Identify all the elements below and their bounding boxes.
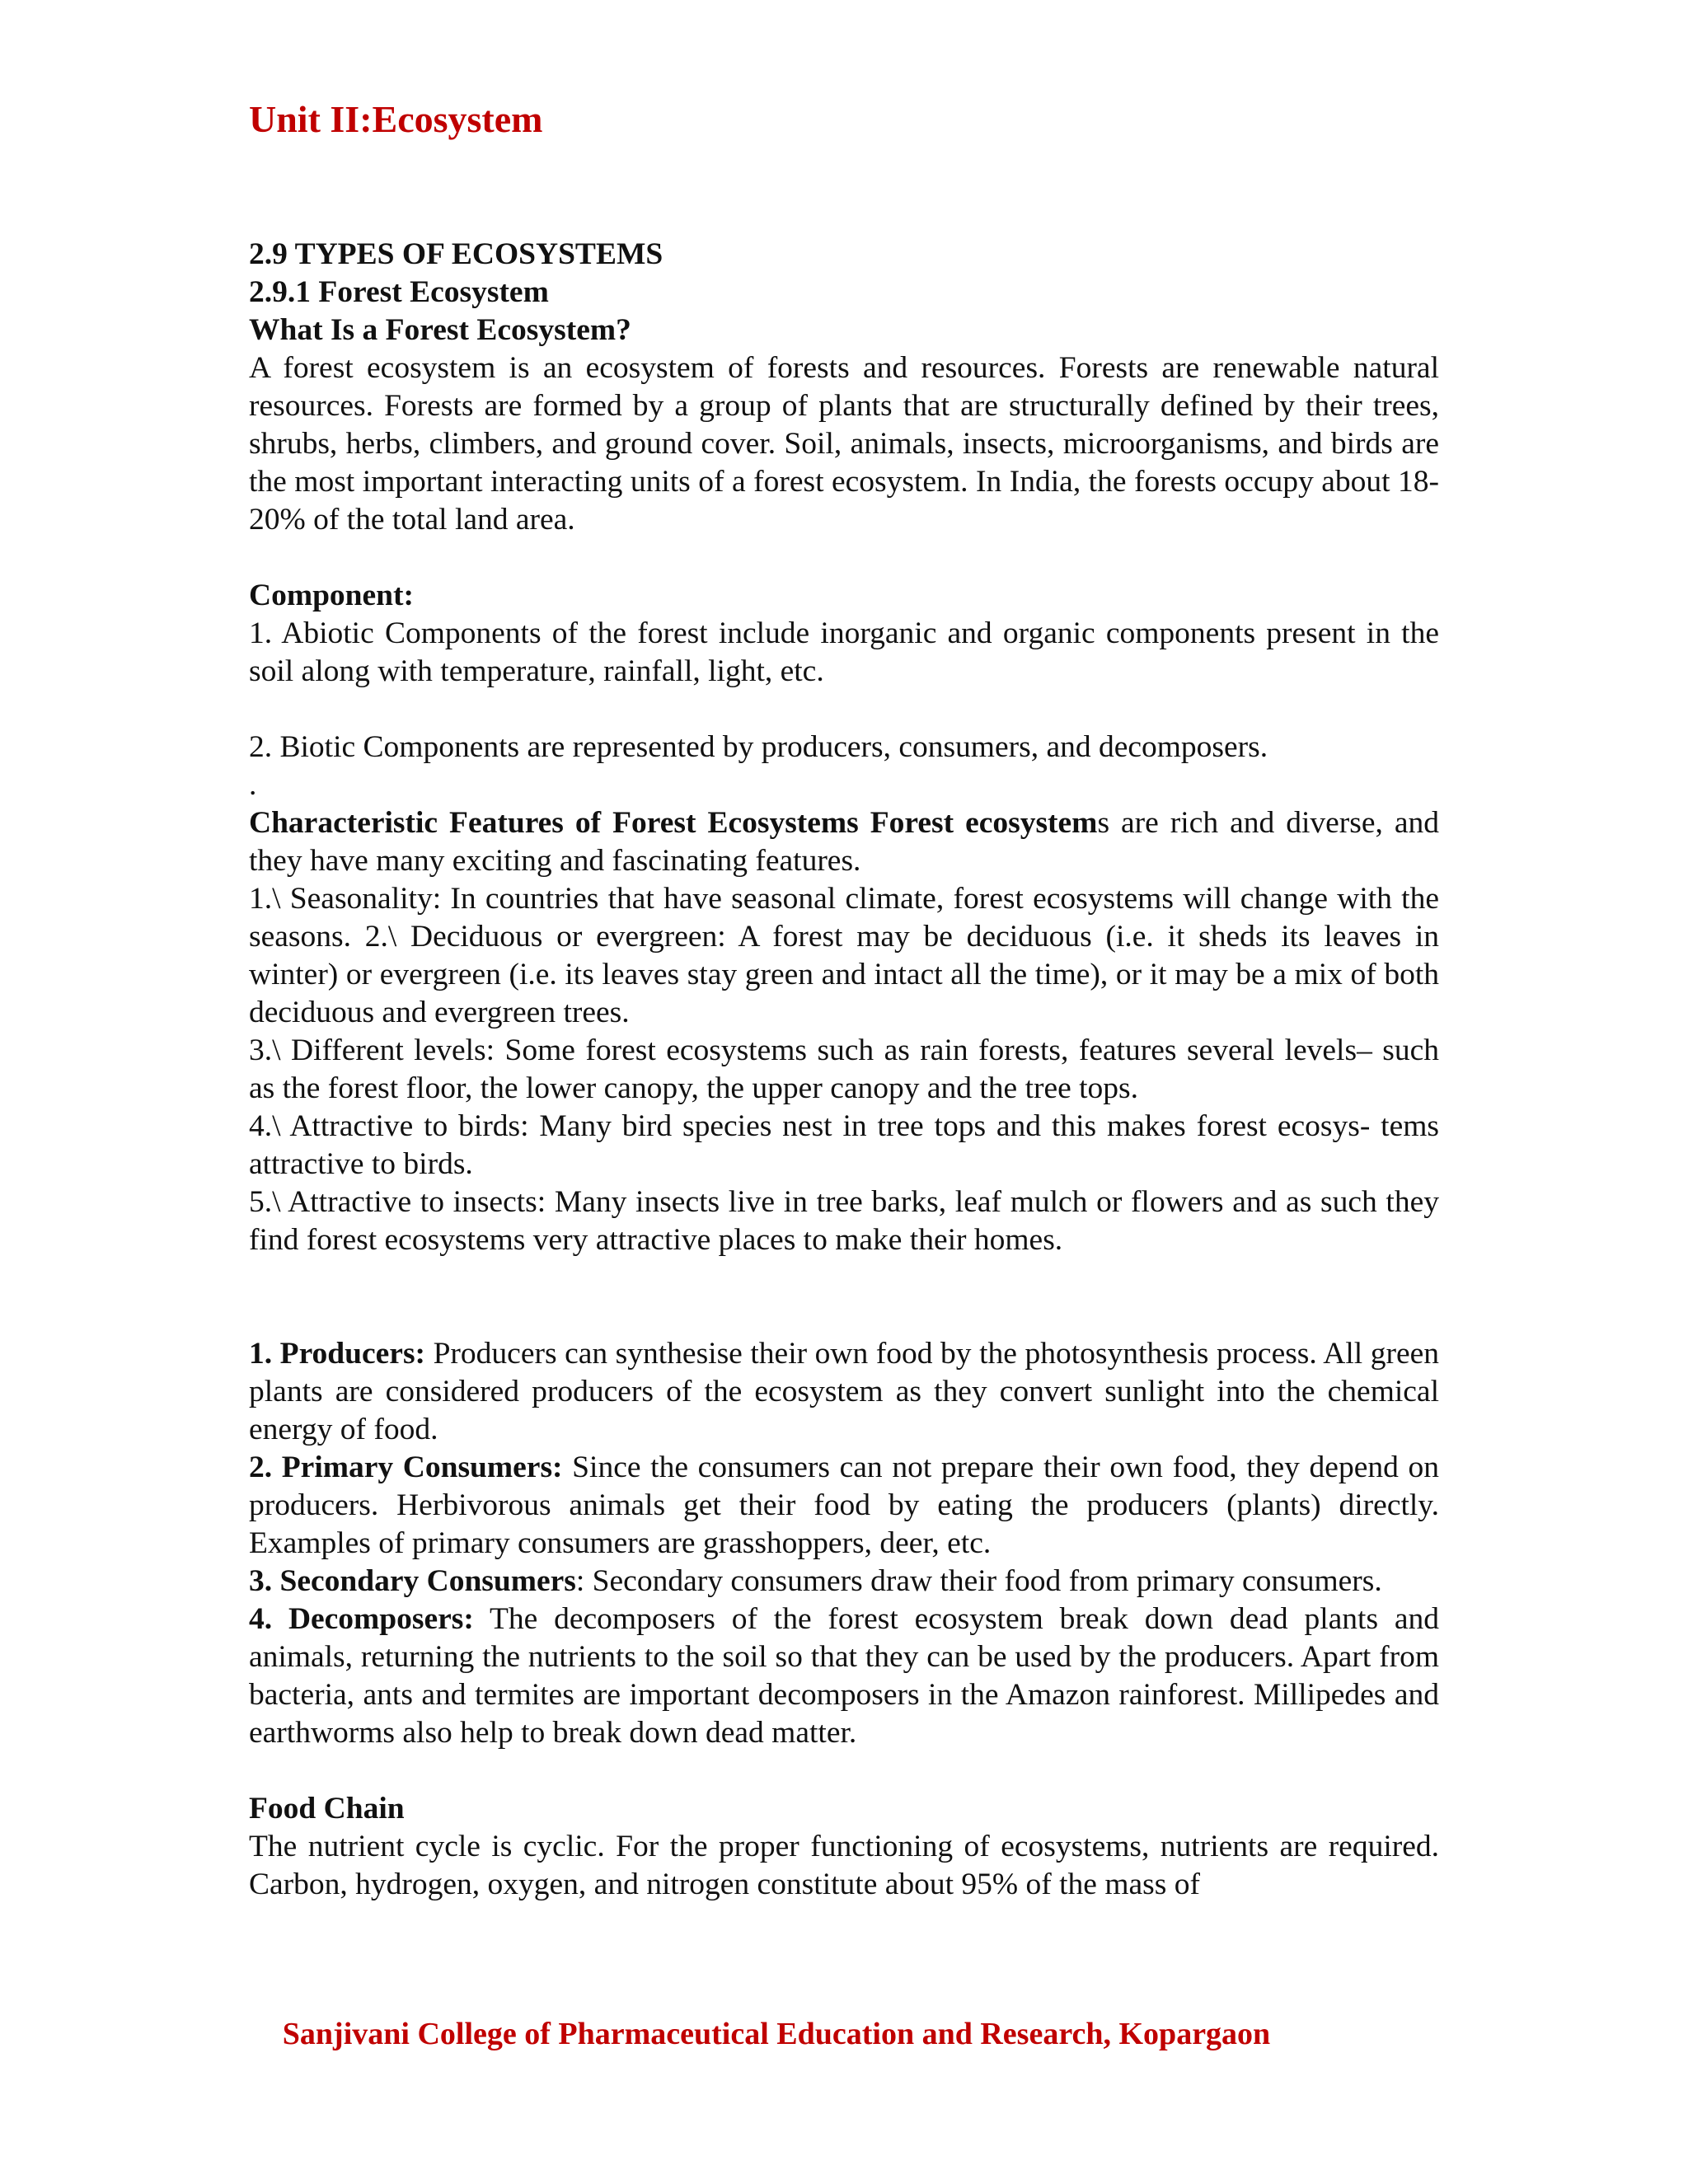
footer-institution: Sanjivani College of Pharmaceutical Education and Research, Kopargaon bbox=[282, 2017, 1271, 2051]
characteristic-item: 3.\ Different levels: Some forest ecosystems such as rain forests, features several levels– such as the forest floor, the lower canopy, the upper canopy and the tree tops. bbox=[249, 1033, 1439, 1105]
secondary-consumers-text: : Secondary consumers draw their food from primary consumers. bbox=[575, 1564, 1382, 1598]
stray-dot: . bbox=[249, 768, 257, 802]
components-heading: Component: bbox=[249, 579, 415, 612]
decomposers-label: 4. Decomposers: bbox=[249, 1602, 474, 1636]
primary-consumers-text: Since the consumers can not prepare their own food, they depend on producers. Herbivorous animals get their food by eating the producers (plants) directly. Examples of primary consumers are grasshoppers, deer, etc. bbox=[249, 1451, 1439, 1560]
spacer bbox=[249, 691, 1439, 729]
characteristic-item: 4.\ Attractive to birds: Many bird species nest in tree tops and this makes forest ecosys- tems attractive to birds. bbox=[249, 1109, 1439, 1181]
unit-title: Unit II:Ecosystem bbox=[249, 98, 543, 140]
abiotic-paragraph: 1. Abiotic Components of the forest include inorganic and organic components present in the soil along with temperature, rainfall, light, etc. bbox=[249, 616, 1439, 688]
decomposers-paragraph bbox=[249, 1601, 1439, 1752]
page-content bbox=[249, 236, 1439, 1904]
section-heading: 2.9 TYPES OF ECOSYSTEMS bbox=[249, 237, 663, 271]
characteristic-item: 5.\ Attractive to insects: Many insects live in tree barks, leaf mulch or flowers and as such they find forest ecosystems very attractive places to make their homes. bbox=[249, 1185, 1439, 1257]
producers-paragraph bbox=[249, 1335, 1439, 1449]
characteristic-item: 1.\ Seasonality: In countries that have seasonal climate, forest ecosystems will change with the seasons. 2.\ Deciduous or evergreen: A forest may be deciduous (i.e. it sheds its leaves in winter) or evergreen (i.e. its leaves stay green and intact all the time), or it may be a mix of both deciduous and evergreen trees. bbox=[249, 882, 1439, 1029]
section-subheading: 2.9.1 Forest Ecosystem bbox=[249, 275, 549, 309]
food-chain-paragraph: The nutrient cycle is cyclic. For the proper functioning of ecosystems, nutrients are required. Carbon, hydrogen, oxygen, and nitrogen constitute about 95% of the mass of bbox=[249, 1830, 1439, 1901]
decomposers-text: The decomposers of the forest ecosystem break down dead plants and animals, returning the nutrients to the soil so that they can be used by the producers. Apart from bacteria, ants and termites are important decomposers in the Amazon rainforest. Millipedes and earthworms also help to break down dead matter. bbox=[249, 1602, 1439, 1750]
intro-paragraph: A forest ecosystem is an ecosystem of forests and resources. Forests are renewable natural resources. Forests are formed by a group of plants that are structurally defined by their trees, shrubs, herbs, climbers, and ground cover. Soil, animals, insects, microorganisms, and birds are the most important interacting units of a forest ecosystem. In India, the forests occupy about 18-20% of the total land area. bbox=[249, 351, 1439, 537]
producers-label: 1. Producers: bbox=[249, 1337, 426, 1371]
secondary-consumers-label: 3. Secondary Consumers bbox=[249, 1564, 576, 1598]
producers-text: Producers can synthesise their own food by the photosynthesis process. All green plants are considered producers of the ecosystem as they convert sunlight into the chemical energy of food. bbox=[249, 1337, 1439, 1446]
spacer bbox=[249, 1259, 1439, 1335]
characteristics-heading: Characteristic Features of Forest Ecosystems Forest ecosystem bbox=[249, 806, 1098, 840]
primary-consumers-label: 2. Primary Consumers: bbox=[249, 1451, 563, 1484]
primary-consumers-paragraph bbox=[249, 1449, 1439, 1563]
secondary-consumers-paragraph bbox=[249, 1563, 1439, 1601]
spacer bbox=[249, 539, 1439, 577]
food-chain-heading: Food Chain bbox=[249, 1792, 405, 1825]
spacer bbox=[249, 1752, 1439, 1790]
section-question: What Is a Forest Ecosystem? bbox=[249, 313, 631, 347]
characteristics-intro bbox=[249, 804, 1439, 880]
characteristics-heading-rest: s are rich and diverse, and they have many exciting and fascinating features. bbox=[249, 806, 1439, 878]
page-footer bbox=[0, 2016, 1688, 2052]
biotic-paragraph: 2. Biotic Components are represented by producers, consumers, and decomposers. bbox=[249, 730, 1268, 764]
